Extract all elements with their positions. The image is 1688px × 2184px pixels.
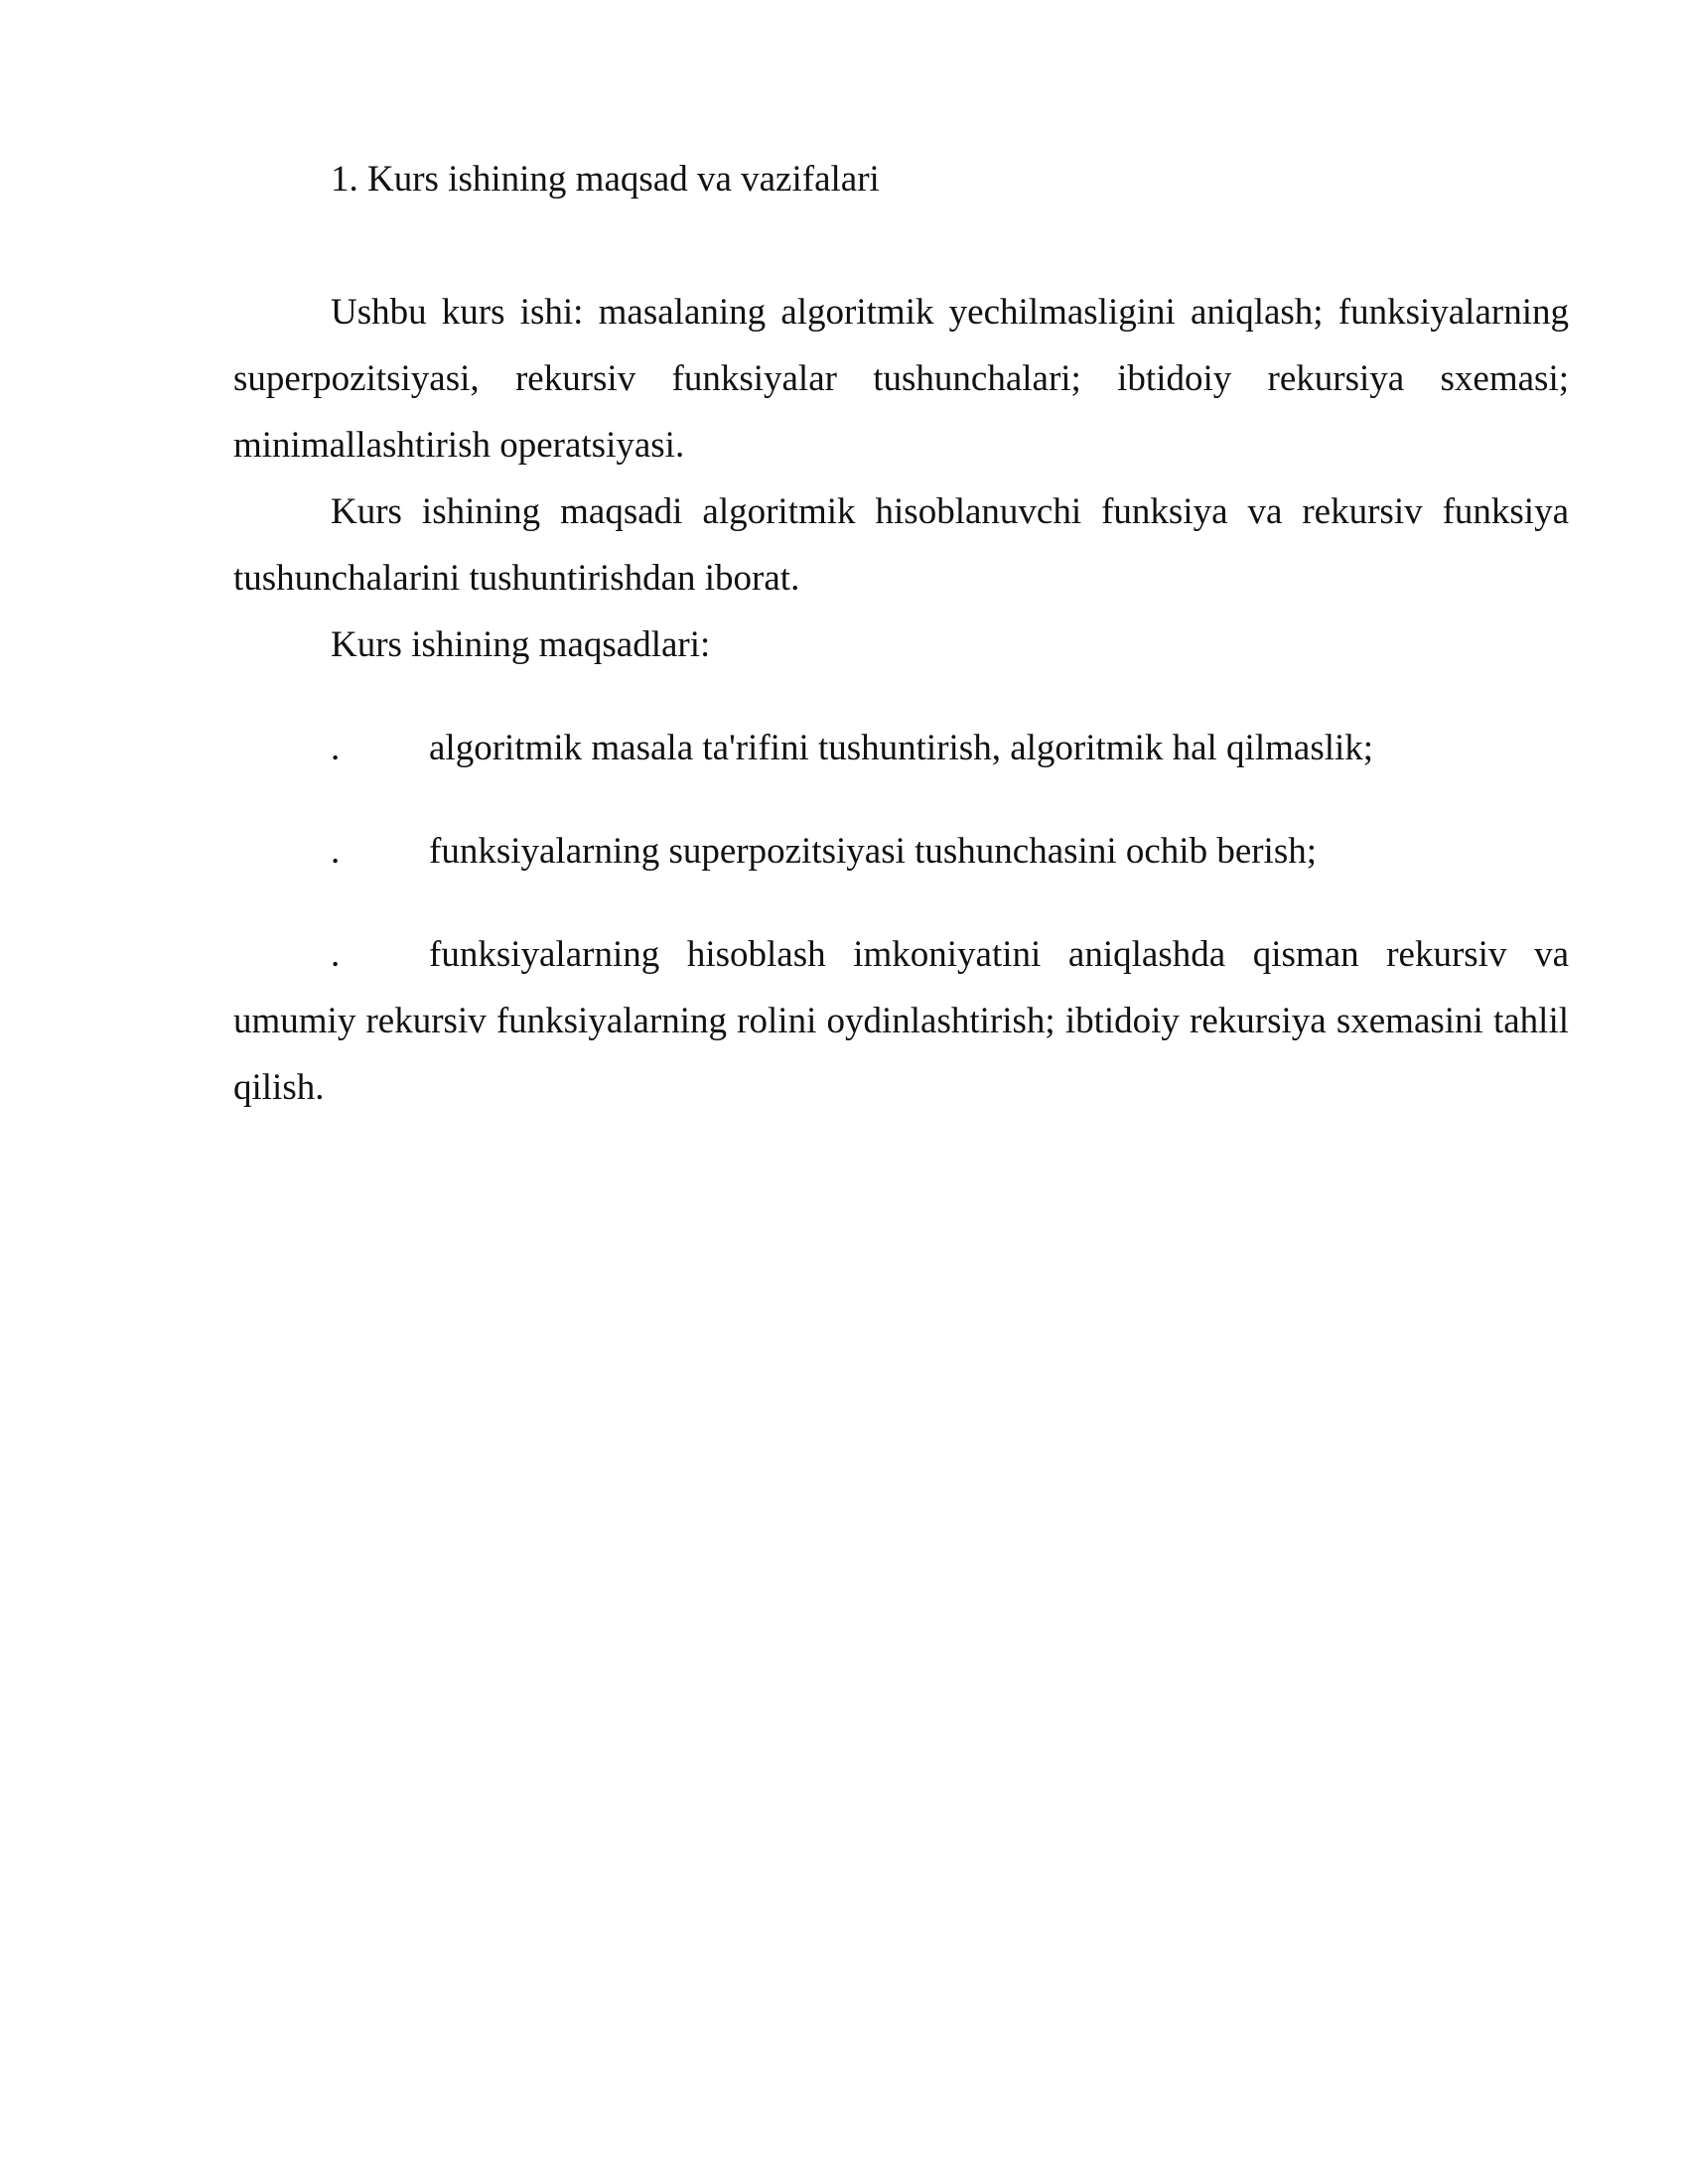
intro-paragraph: Ushbu kurs ishi: masalaning algoritmik yechilmasligini aniqlash; funksiyalarning superpozitsiyasi, rekursiv funksiyalar tushunchalari; ibtidoiy rekursiya sxemasi; minimallashtirish operatsiyasi. bbox=[233, 292, 1569, 466]
list-item bbox=[233, 921, 1569, 1121]
page-content bbox=[233, 146, 1569, 1158]
purpose-paragraph: Kurs ishining maqsadi algoritmik hisoblanuvchi funksiya va rekursiv funksiya tushunchalarini tushuntirishdan iborat. bbox=[233, 491, 1569, 599]
goals-list bbox=[233, 715, 1569, 1121]
list-bullet: . bbox=[331, 831, 341, 872]
list-item-text: algoritmik masala ta'rifini tushuntirish, algoritmik hal qilmaslik; bbox=[429, 728, 1374, 768]
goals-intro: Kurs ishining maqsadlari: bbox=[331, 624, 711, 665]
list-item-text: funksiyalarning superpozitsiyasi tushunchasini ochib berish; bbox=[429, 831, 1318, 872]
list-item bbox=[233, 818, 1569, 885]
list-bullet: . bbox=[331, 934, 341, 975]
list-item-text: funksiyalarning hisoblash imkoniyatini aniqlashda qisman rekursiv va umumiy rekursiv funksiyalarning rolini oydinlashtirish; ibtidoiy rekursiya sxemasini tahlil qilish. bbox=[233, 934, 1569, 1108]
list-bullet: . bbox=[331, 728, 341, 768]
section-heading: 1. Kurs ishining maqsad va vazifalari bbox=[331, 159, 880, 200]
list-item bbox=[233, 715, 1569, 781]
